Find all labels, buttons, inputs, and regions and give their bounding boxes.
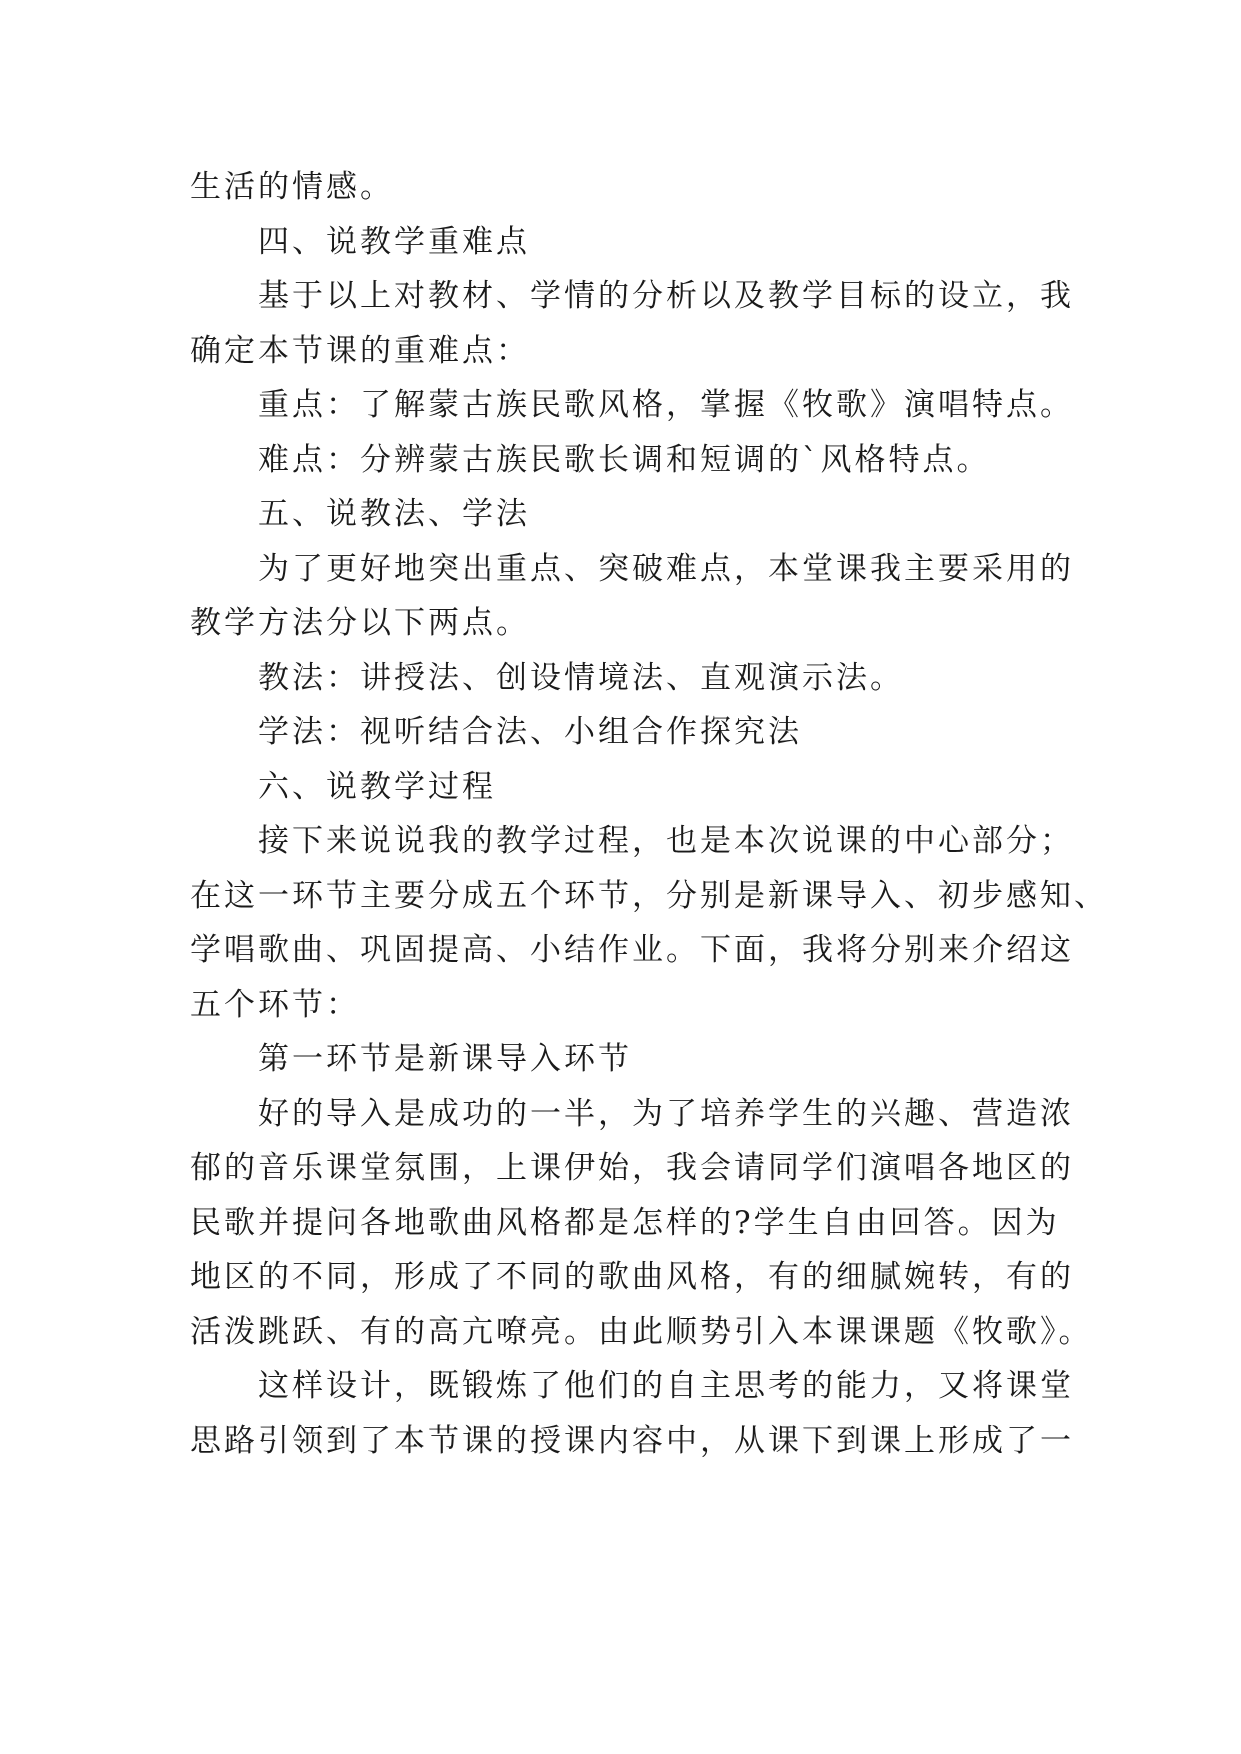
text-line: 重点：了解蒙古族民歌风格，掌握《牧歌》演唱特点。 [258, 387, 1074, 423]
section-heading: 六、说教学过程 [258, 768, 496, 805]
document-body [190, 160, 1108, 1468]
text-line: 教法：讲授法、创设情境法、直观演示法。 [258, 659, 904, 696]
text-line: 基于以上对教材、学情的分析以及教学目标的设立，我 [258, 278, 1074, 314]
text-line: 活泼跳跃、有的高亢嘹亮。由此顺势引入本课课题《牧歌》。 [190, 1313, 1093, 1350]
text-line: 五个环节： [190, 986, 360, 1023]
text-line: 学唱歌曲、巩固提高、小结作业。下面，我将分别来介绍这 [190, 932, 1074, 968]
text-line: 教学方法分以下两点。 [190, 605, 530, 641]
section-heading: 四、说教学重难点 [258, 223, 530, 260]
text-line: 思路引领到了本节课的授课内容中，从课下到课上形成了一 [190, 1422, 1074, 1459]
text-line: 生活的情感。 [190, 169, 394, 205]
text-line: 郁的音乐课堂氛围，上课伊始，我会请同学们演唱各地区的 [190, 1150, 1074, 1186]
text-line: 难点：分辨蒙古族民歌长调和短调的`风格特点。 [258, 441, 991, 478]
text-line: 这样设计，既锻炼了他们的自主思考的能力，又将课堂 [258, 1368, 1074, 1404]
subsection-heading: 第一环节是新课导入环节 [258, 1041, 632, 1077]
text-line: 接下来说说我的教学过程，也是本次说课的中心部分； [258, 823, 1074, 859]
text-line: 好的导入是成功的一半，为了培养学生的兴趣、营造浓 [258, 1095, 1074, 1132]
text-line: 为了更好地突出重点、突破难点，本堂课我主要采用的 [258, 550, 1074, 587]
text-line: 学法：视听结合法、小组合作探究法 [258, 714, 802, 750]
text-line: 地区的不同，形成了不同的歌曲风格，有的细腻婉转，有的 [190, 1259, 1074, 1295]
text-line: 确定本节课的重难点： [190, 332, 530, 369]
section-heading: 五、说教法、学法 [258, 496, 530, 532]
text-line: 民歌并提问各地歌曲风格都是怎样的?学生自由回答。因为 [190, 1204, 1060, 1241]
text-line: 在这一环节主要分成五个环节，分别是新课导入、初步感知、 [190, 877, 1108, 914]
